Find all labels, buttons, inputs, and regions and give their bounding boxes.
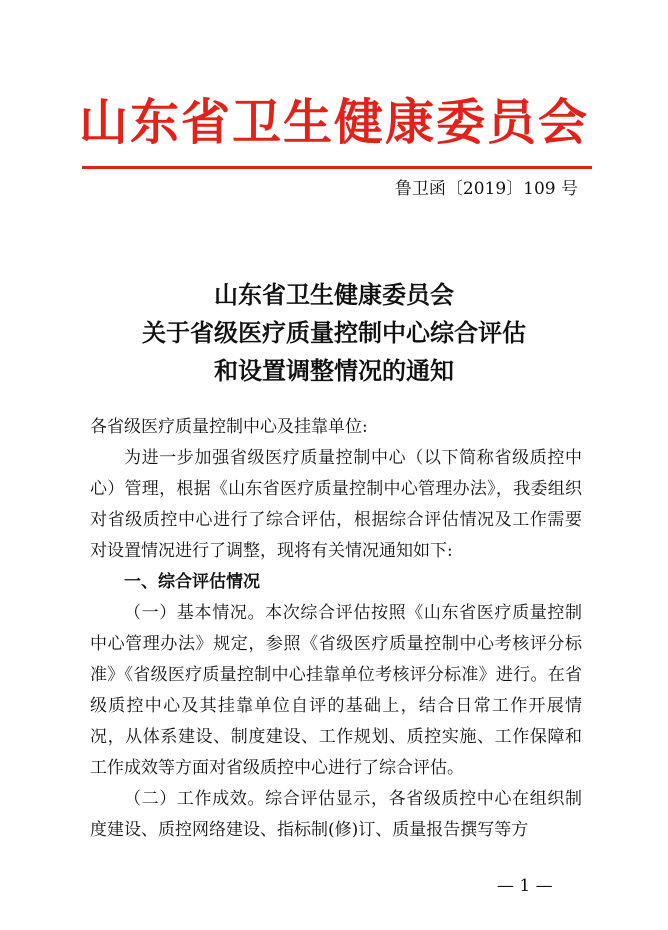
subsection-basic-situation: （一）基本情况。本次综合评估按照《山东省医疗质量控制中心管理办法》规定，参照《省级医疗质量控制中心考核评分标准》《省级医疗质量控制中心挂靠单位考核评分标准》进行。在省级质控中心及其挂靠单位自评的基础上，结合日常工作开展情况，从体系建设、制度建设、工作规划、质控实施、工作保障和工作成效等方面对省级质控中心进行了综合评估。 xyxy=(90,603,582,778)
subsection-work-results: （二）工作成效。综合评估显示，各省级质控中心在组织制度建设、质控网络建设、指标制(修)订、质量报告撰写等方 xyxy=(90,789,582,840)
title-line-1: 山东省卫生健康委员会 xyxy=(214,280,454,309)
notice-title xyxy=(0,276,668,390)
salutation: 各省级医疗质量控制中心及挂靠单位: xyxy=(90,417,368,437)
masthead-title: 山东省卫生健康委员会 xyxy=(78,93,589,151)
intro-paragraph: 为进一步加强省级医疗质量控制中心（以下简称省级质控中心）管理，根据《山东省医疗质量控制中心管理办法》，我委组织对省级质控中心进行了综合评估，根据综合评估情况及工作需要对设置情况进行了调整，现将有关情况通知如下: xyxy=(90,448,582,561)
red-separator-line xyxy=(82,166,592,169)
section-heading: 一、综合评估情况 xyxy=(124,572,260,592)
title-line-2: 关于省级医疗质量控制中心综合评估 xyxy=(142,318,526,347)
document-body xyxy=(90,412,582,846)
title-line-3: 和设置调整情况的通知 xyxy=(214,356,454,385)
document-number: 鲁卫函〔2019〕109 号 xyxy=(394,179,578,199)
page-number: — 1 — xyxy=(497,876,553,896)
